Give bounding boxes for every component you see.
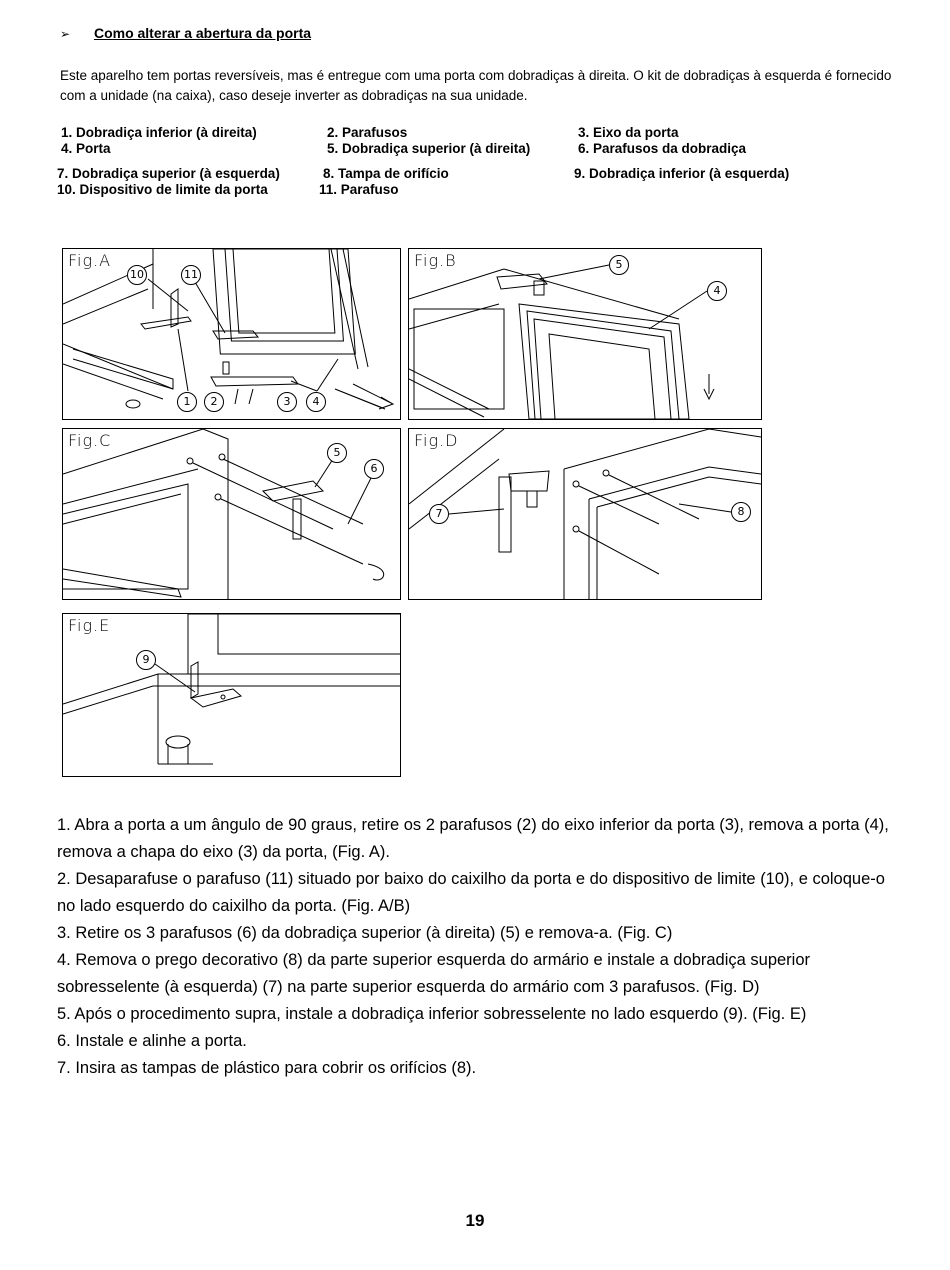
arrow-bullet-icon: ➢ <box>60 27 71 41</box>
callout-11-text: 11 <box>184 268 198 281</box>
callout-7 <box>429 504 449 524</box>
part-1: 1. Dobradiça inferior (à direita) <box>61 125 257 140</box>
part-10: 10. Dispositivo de limite da porta <box>57 182 268 197</box>
part-3: 3. Eixo da porta <box>578 125 679 140</box>
figure-a <box>62 248 401 420</box>
callout-2 <box>204 392 224 412</box>
callout-5c-text: 5 <box>333 446 341 459</box>
part-7: 7. Dobradiça superior (à esquerda) <box>57 166 280 181</box>
part-9: 9. Dobradiça inferior (à esquerda) <box>574 166 790 181</box>
callout-4-text: 4 <box>312 395 320 408</box>
figure-a-callouts <box>63 249 400 419</box>
callout-4b <box>707 281 727 301</box>
figure-e-label: Fig.E <box>68 616 111 635</box>
callout-6-text: 6 <box>370 462 378 475</box>
figure-b <box>408 248 762 420</box>
figure-b-label: Fig.B <box>414 251 457 270</box>
callout-11 <box>181 265 201 285</box>
callout-6 <box>364 459 384 479</box>
section-heading <box>60 25 311 41</box>
figure-a-label: Fig.A <box>68 251 112 270</box>
page-number: 19 <box>465 1211 485 1230</box>
intro-paragraph: Este aparelho tem portas reversíveis, mas é entregue com uma porta com dobradiças à direita. O kit de dobradiças à esquerda é fornecido com a unidade (na caixa), caso deseje inverter as dobradiças na sua unidade. <box>60 68 892 103</box>
part-11: 11. Parafuso <box>319 182 399 197</box>
figure-e <box>62 613 401 777</box>
step-2: 2. Desaparafuse o parafuso (11) situado por baixo do caixilho da porta e do dispositivo de limite (10), e coloque-o no lado esquerdo do caixilho da porta. (Fig. A/B) <box>57 870 885 915</box>
figure-c <box>62 428 401 600</box>
instruction-steps <box>57 812 897 1082</box>
callout-3-text: 3 <box>283 395 291 408</box>
part-8: 8. Tampa de orifício <box>323 166 449 181</box>
step-6: 6. Instale e alinhe a porta. <box>57 1032 247 1050</box>
part-2: 2. Parafusos <box>327 125 408 140</box>
figure-d-label: Fig.D <box>414 431 459 450</box>
callout-9-text: 9 <box>142 653 150 666</box>
callout-7-text: 7 <box>435 507 443 520</box>
part-5: 5. Dobradiça superior (à direita) <box>327 141 531 156</box>
callout-8-text: 8 <box>737 505 745 518</box>
callout-5c <box>327 443 347 463</box>
callout-9 <box>136 650 156 670</box>
callout-4 <box>306 392 326 412</box>
callout-5 <box>609 255 629 275</box>
step-1: 1. Abra a porta a um ângulo de 90 graus, retire os 2 parafusos (2) do eixo inferior da porta (3), remova a porta (4), remova a chapa do eixo (3) da porta, (Fig. A). <box>57 816 889 861</box>
callout-10-text: 10 <box>130 268 144 281</box>
step-3: 3. Retire os 3 parafusos (6) da dobradiça superior (à direita) (5) e remova-a. (Fig. C) <box>57 924 673 942</box>
figure-c-callouts <box>63 429 400 599</box>
figure-c-label: Fig.C <box>68 431 112 450</box>
callout-1 <box>177 392 197 412</box>
part-4: 4. Porta <box>61 141 111 156</box>
figure-b-callouts <box>409 249 761 419</box>
callout-2-text: 2 <box>210 395 218 408</box>
callout-1-text: 1 <box>183 395 191 408</box>
callout-10 <box>127 265 147 285</box>
section-title: Como alterar a abertura da porta <box>93 25 312 41</box>
part-6: 6. Parafusos da dobradiça <box>578 141 747 156</box>
step-5: 5. Após o procedimento supra, instale a dobradiça inferior sobresselente no lado esquerdo (9). (Fig. E) <box>57 1005 807 1023</box>
figure-d <box>408 428 762 600</box>
callout-4b-text: 4 <box>713 284 721 297</box>
step-4: 4. Remova o prego decorativo (8) da parte superior esquerda do armário e instale a dobradiça superior sobresselente (à esquerda) (7) na parte superior esquerda do armário com 3 parafusos. (Fig. D) <box>57 951 811 996</box>
callout-3 <box>277 392 297 412</box>
figure-e-callouts <box>63 614 400 776</box>
step-7: 7. Insira as tampas de plástico para cobrir os orifícios (8). <box>57 1059 477 1077</box>
callout-5-text: 5 <box>615 258 623 271</box>
figure-d-callouts <box>409 429 761 599</box>
callout-8 <box>731 502 751 522</box>
